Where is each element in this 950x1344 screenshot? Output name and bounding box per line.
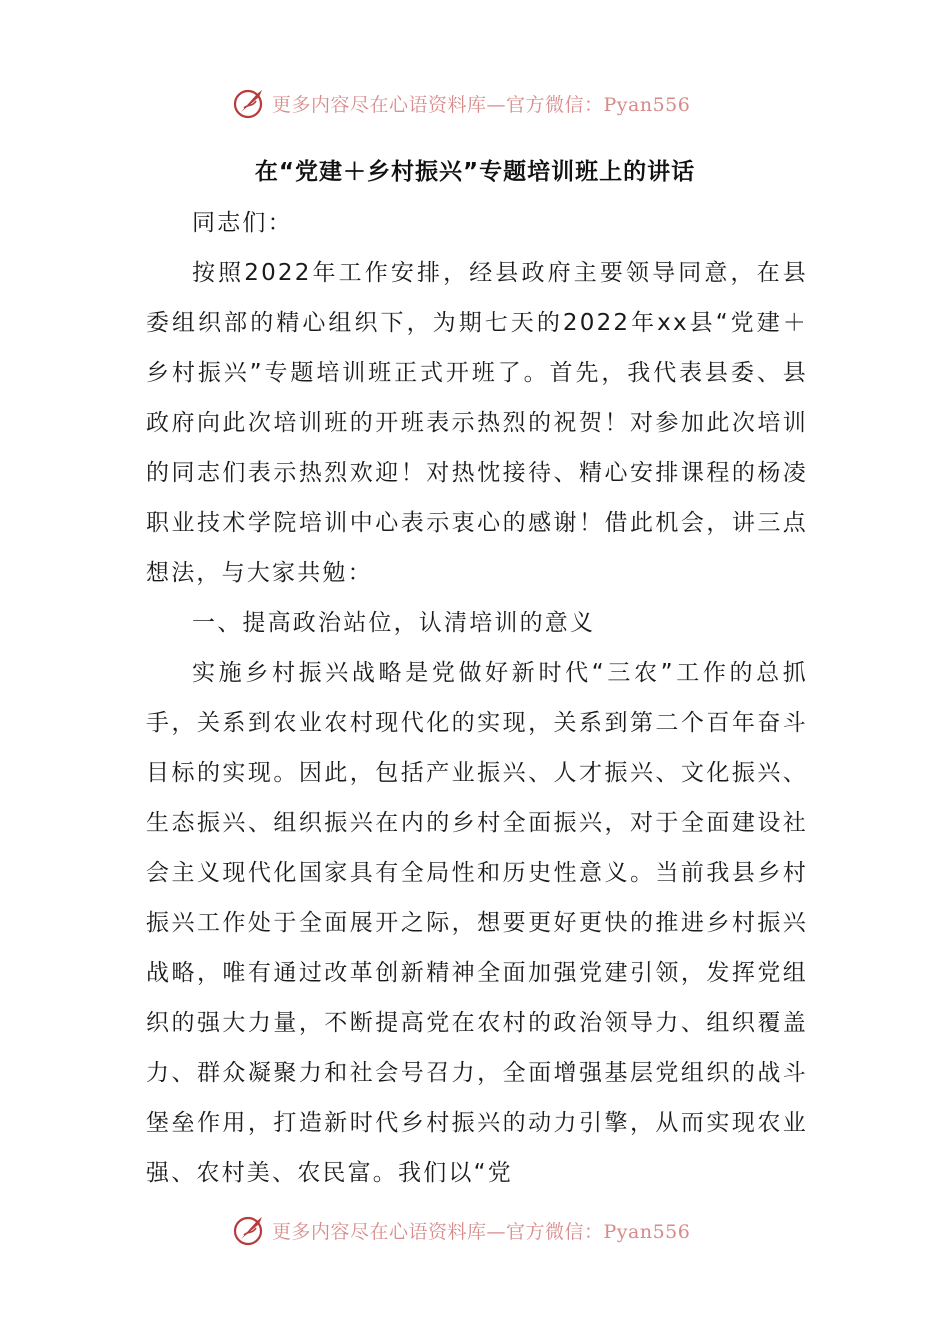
section-heading: 一、提高政治站位，认清培训的意义 bbox=[192, 610, 596, 636]
document-title: 在“党建＋乡村振兴”专题培训班上的讲话 bbox=[254, 159, 696, 185]
document-body bbox=[146, 198, 808, 1198]
quill-pen-seal-icon bbox=[232, 1212, 268, 1248]
footer-watermark-banner bbox=[232, 1210, 690, 1250]
quill-pen-seal-icon bbox=[232, 85, 268, 121]
body-paragraph: 实施乡村振兴战略是党做好新时代“三农”工作的总抓手，关系到农业农村现代化的实现，关系到第二个百年奋斗目标的实现。因此，包括产业振兴、人才振兴、文化振兴、生态振兴、组织振兴在内的乡村全面振兴，对于全面建设社会主义现代化国家具有全局性和历史性意义。当前我县乡村振兴工作处于全面展开之际，想要更好更快的推进乡村振兴战略，唯有通过改革创新精神全面加强党建引领，发挥党组织的强大力量，不断提高党在农村的政治领导力、组织覆盖力、群众凝聚力和社会号召力，全面增强基层党组织的战斗堡垒作用，打造新时代乡村振兴的动力引擎，从而实现农业强、农村美、农民富。我们以“党 bbox=[146, 660, 808, 1186]
salutation: 同志们： bbox=[192, 210, 293, 236]
body-paragraph: 按照2022年工作安排，经县政府主要领导同意，在县委组织部的精心组织下，为期七天的2022年xx县“党建＋乡村振兴”专题培训班正式开班了。首先，我代表县委、县政府向此次培训班的开班表示热烈的祝贺！对参加此次培训的同志们表示热烈欢迎！对热忱接待、精心安排课程的杨凌职业技术学院培训中心表示衷心的感谢！借此机会，讲三点想法，与大家共勉： bbox=[146, 260, 808, 586]
header-watermark-banner bbox=[232, 83, 690, 123]
watermark-text: 更多内容尽在心语资料库—官方微信：Pyan556 bbox=[272, 1220, 691, 1243]
watermark-text: 更多内容尽在心语资料库—官方微信：Pyan556 bbox=[272, 93, 691, 116]
